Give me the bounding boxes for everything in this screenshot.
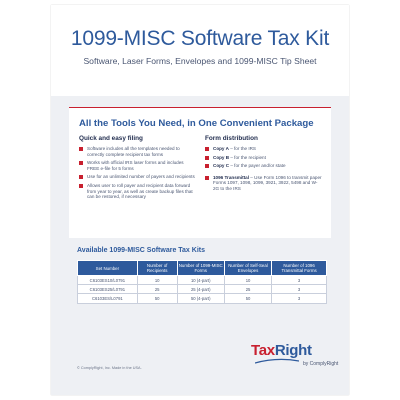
column-header: Number of 1099-MISC Forms xyxy=(177,261,224,276)
distribution-item xyxy=(205,163,323,169)
quick-filing-item xyxy=(79,183,197,200)
square-bullet-icon xyxy=(205,164,209,168)
logo-wordmark xyxy=(251,342,312,359)
quick-filing-item-text: Works with official IRS laser forms and includes FREE e-file for 5 forms xyxy=(87,160,184,171)
distribution-item-label: 1096 Transmittal xyxy=(213,174,250,180)
copyright-footer: © ComplyRight, Inc. Made in the USA. xyxy=(77,366,142,370)
kits-table xyxy=(77,260,327,304)
distribution-item xyxy=(205,175,323,192)
features-panel xyxy=(69,108,331,238)
table-cell: 3 xyxy=(272,285,327,294)
table-cell: 25 (4-part) xyxy=(177,285,224,294)
table-cell: 3 xyxy=(272,294,327,303)
table-header-row xyxy=(78,261,327,276)
square-bullet-icon xyxy=(205,156,209,160)
quick-filing-item xyxy=(79,160,197,171)
table-row xyxy=(78,285,327,294)
distribution-item-text: – for the IRS xyxy=(228,146,256,151)
page-title: 1099-MISC Software Tax Kit xyxy=(70,27,330,50)
panel-heading: All the Tools You Need, in One Convenient Package xyxy=(79,118,314,129)
table-cell: 50 (4-part) xyxy=(177,294,224,303)
square-bullet-icon xyxy=(79,161,83,165)
table-cell: C6103ES25/L0791 xyxy=(78,285,138,294)
form-distribution-title: Form distribution xyxy=(205,135,258,142)
logo-right: Right xyxy=(274,342,312,359)
page-subtitle: Software, Laser Forms, Envelopes and 1099-MISC Tip Sheet xyxy=(83,56,317,66)
table-cell: 10 (4-part) xyxy=(177,276,224,285)
square-bullet-icon xyxy=(79,175,83,179)
quick-filing-item-text: Allows user to roll payer and recipient data forward from year to year, as well as create backup files that can be restored, if necessary xyxy=(87,182,193,200)
table-cell: 25 xyxy=(224,285,271,294)
column-header: Number of 1096 Transmittal Forms xyxy=(272,261,327,276)
table-cell: 50 xyxy=(224,294,271,303)
quick-filing-item-text: Use for an unlimited number of payers and recipients xyxy=(87,174,195,180)
distribution-item-label: Copy C xyxy=(213,163,230,169)
header-band xyxy=(51,5,349,95)
column-header: Number of Self-Seal Envelopes xyxy=(224,261,271,276)
table-cell: 3 xyxy=(272,276,327,285)
column-header: Number of Recipients xyxy=(137,261,177,276)
quick-filing-item xyxy=(79,146,197,157)
quick-filing-item xyxy=(79,174,197,180)
distribution-item-label: Copy A xyxy=(213,146,229,151)
table-cell: C6103ES/L0791 xyxy=(78,294,138,303)
logo-swoosh-icon xyxy=(255,358,299,364)
table-cell: 10 xyxy=(137,276,177,285)
quick-filing-item-text: Software includes all the templates needed to correctly complete recipient tax forms xyxy=(87,146,180,157)
logo-byline: by ComplyRight xyxy=(303,361,339,367)
quick-filing-column xyxy=(79,135,197,203)
distribution-item-text: – Use Form 1096 to transmit paper Forms 1097, 1098, 1099, 3921, 3922, 5498 and W-2G to the IRS xyxy=(213,174,322,191)
quick-filing-title: Quick and easy filing xyxy=(79,135,143,142)
square-bullet-icon xyxy=(205,147,209,151)
column-header: Set Number xyxy=(78,261,138,276)
table-cell: C6103ES10/L0791 xyxy=(78,276,138,285)
kits-table-title: Available 1099-MISC Software Tax Kits xyxy=(77,247,205,254)
taxright-logo xyxy=(251,342,341,372)
product-sheet xyxy=(51,5,349,395)
logo-tax: Tax xyxy=(251,342,275,359)
square-bullet-icon xyxy=(79,147,83,151)
distribution-item xyxy=(205,155,323,161)
square-bullet-icon xyxy=(205,176,209,180)
distribution-item-text: – for the payer and/or state xyxy=(229,163,286,169)
distribution-item-label: Copy B xyxy=(213,154,230,160)
table-row xyxy=(78,294,327,303)
square-bullet-icon xyxy=(79,184,83,188)
table-cell: 10 xyxy=(224,276,271,285)
distribution-item xyxy=(205,146,323,152)
table-cell: 25 xyxy=(137,285,177,294)
distribution-item-text: – for the recipient xyxy=(229,154,266,160)
form-distribution-column xyxy=(205,135,323,195)
table-row xyxy=(78,276,327,285)
table-cell: 50 xyxy=(137,294,177,303)
